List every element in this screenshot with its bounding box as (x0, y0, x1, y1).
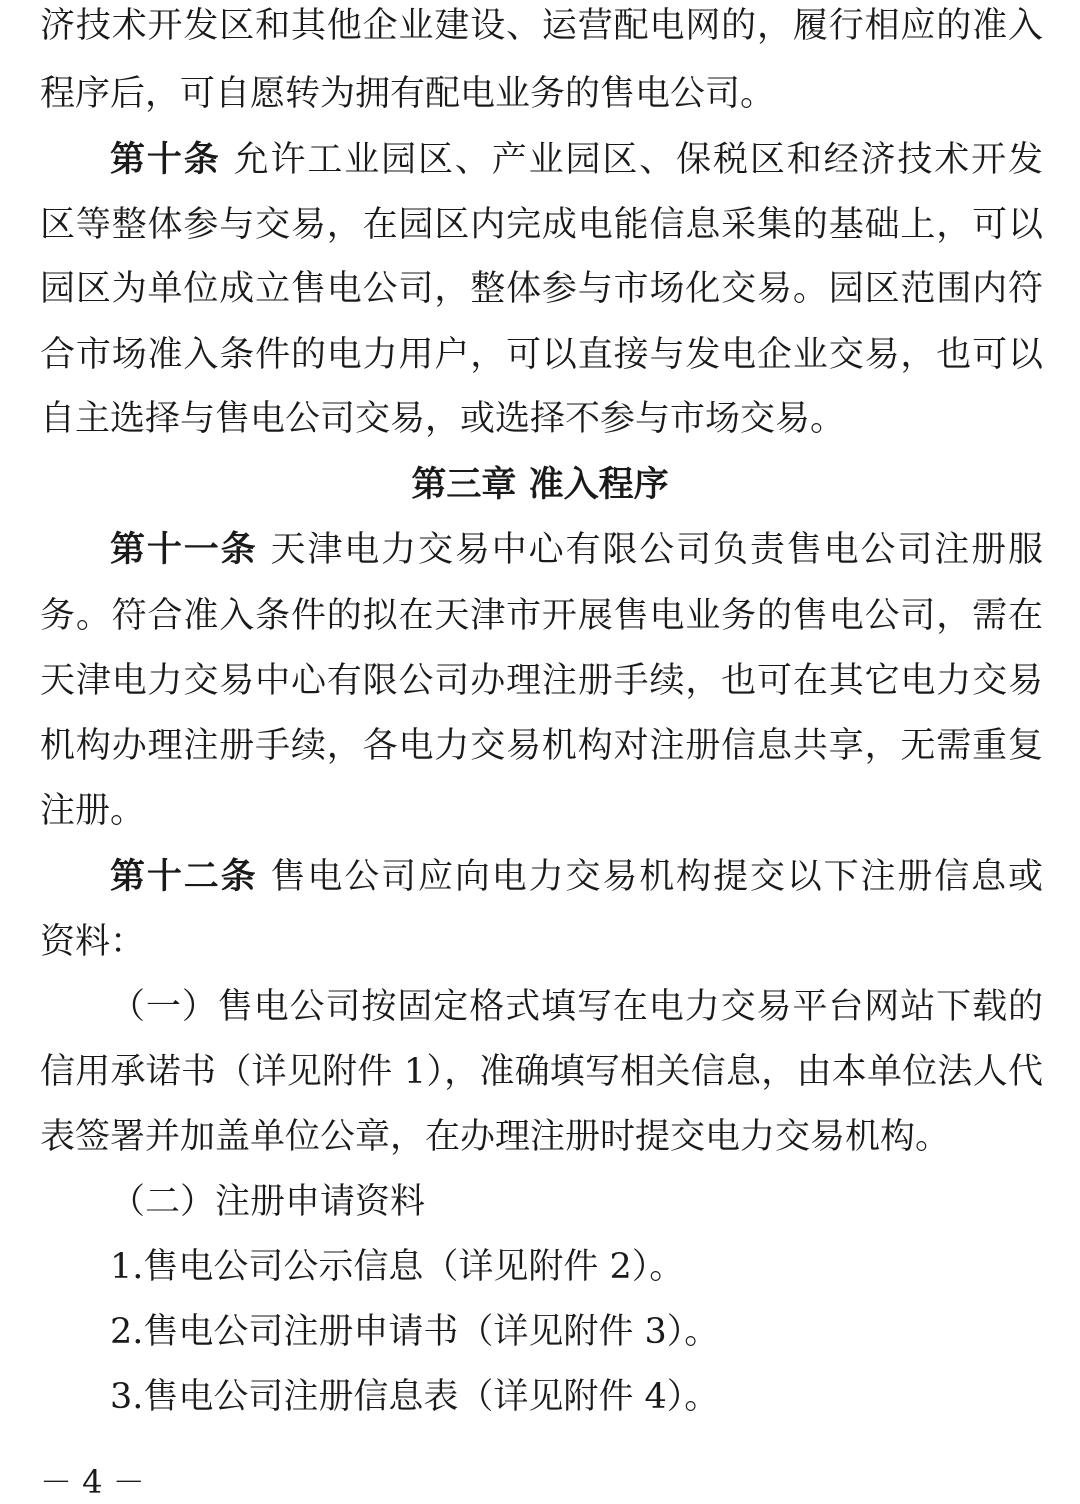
list-item: 1.售电公司公示信息（详见附件 2）。 (110, 1247, 685, 1287)
article-11-paragraph-start (110, 528, 1043, 572)
page-number: － 4 － (40, 1463, 145, 1501)
list-item: 3.售电公司注册信息表（详见附件 4）。 (110, 1377, 720, 1417)
sub-heading: （二）注册申请资料 (110, 1182, 426, 1222)
article-12-paragraph-start (110, 855, 1043, 899)
text-line: 注册。 (40, 791, 146, 831)
text-line: 区等整体参与交易，在园区内完成电能信息采集的基础上，可以 (40, 205, 1043, 245)
article-10-label: 第十条 (110, 140, 221, 180)
text-line: 务。符合准入条件的拟在天津市开展售电业务的售电公司，需在 (40, 596, 1043, 636)
article-12-text: 售电公司应向电力交易机构提交以下注册信息或 (270, 857, 1043, 897)
text-line: （一）售电公司按固定格式填写在电力交易平台网站下载的 (110, 987, 1043, 1027)
text-line: 合市场准入条件的电力用户，可以直接与发电企业交易，也可以 (40, 335, 1043, 375)
text-line: 园区为单位成立售电公司，整体参与市场化交易。园区范围内符 (40, 269, 1043, 309)
chapter-heading: 第三章 准入程序 (411, 465, 669, 505)
article-11-label: 第十一条 (110, 530, 258, 570)
article-12-label: 第十二条 (110, 857, 258, 897)
text-line: 资料： (40, 922, 146, 962)
text-line: 自主选择与售电公司交易，或选择不参与市场交易。 (40, 399, 846, 439)
text-line: 信用承诺书（详见附件 1），准确填写相关信息，由本单位法人代 (40, 1052, 1043, 1092)
article-10-text: 允许工业园区、产业园区、保税区和经济技术开发 (233, 140, 1043, 180)
text-line: 程序后，可自愿转为拥有配电业务的售电公司。 (40, 74, 776, 114)
text-line: 天津电力交易中心有限公司办理注册手续，也可在其它电力交易 (40, 661, 1043, 701)
article-10-paragraph-start (110, 138, 1043, 182)
text-line: 机构办理注册手续，各电力交易机构对注册信息共享，无需重复 (40, 726, 1043, 766)
list-item: 2.售电公司注册申请书（详见附件 3）。 (110, 1312, 720, 1352)
article-11-text: 天津电力交易中心有限公司负责售电公司注册服 (270, 530, 1043, 570)
text-line: 济技术开发区和其他企业建设、运营配电网的，履行相应的准入 (40, 6, 1043, 46)
text-line: 表签署并加盖单位公章，在办理注册时提交电力交易机构。 (40, 1117, 951, 1157)
